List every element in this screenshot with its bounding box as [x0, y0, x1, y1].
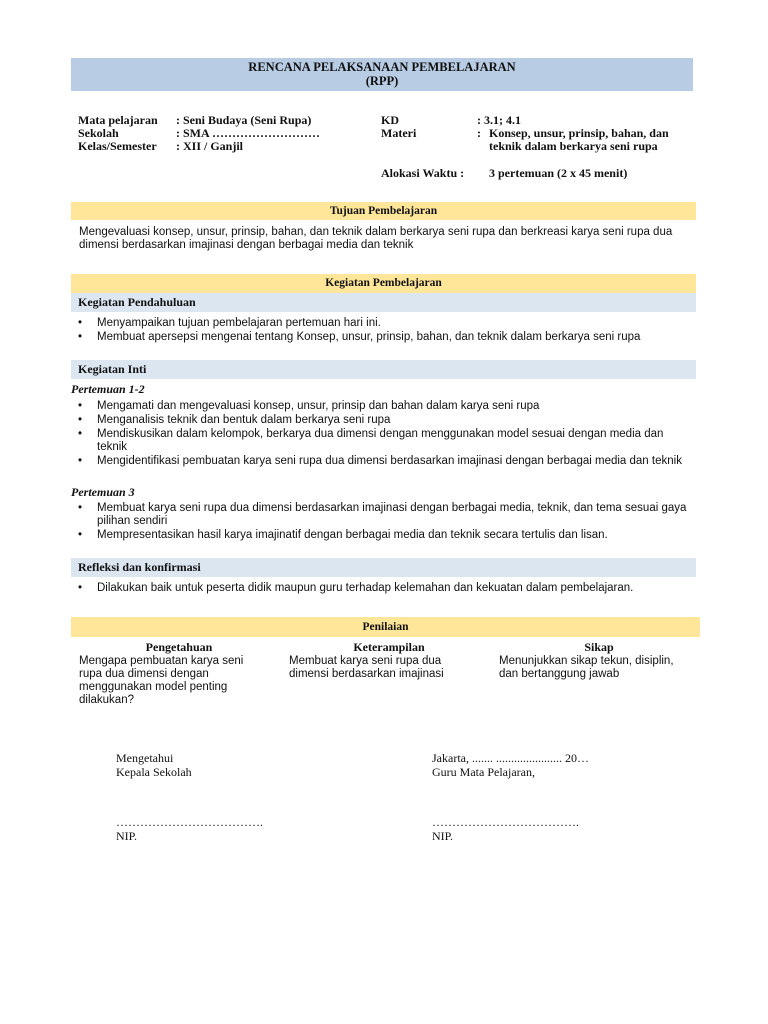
bullet: • [78, 400, 83, 412]
materi-label: Materi [381, 126, 417, 140]
info-value: : XII / Ganjil [176, 139, 244, 153]
list-item [72, 428, 692, 454]
list-item [72, 331, 697, 344]
penilaian-heading-bar [71, 617, 700, 637]
info-right [381, 114, 681, 180]
list-item-text: Menganalisis teknik dan bentuk dalam berkarya seni rupa [97, 414, 391, 426]
signature-right-line2: Guru Mata Pelajaran, [432, 765, 535, 779]
pendahuluan-heading-bar [71, 293, 696, 312]
document-title: RENCANA PELAKSANAAN PEMBELAJARAN [248, 60, 516, 74]
bullet: • [78, 317, 83, 329]
materi-colon: : [477, 126, 481, 140]
list-item [72, 582, 697, 595]
kegiatan-heading-bar [71, 274, 696, 293]
document-subtitle: (RPP) [365, 74, 399, 88]
column-title: Sikap [584, 640, 614, 654]
inti-heading: Kegiatan Inti [78, 362, 147, 376]
signature-right-line1: Jakarta, ....... ...................... 20… [432, 751, 589, 765]
signature-left [116, 751, 316, 843]
signature-left-nip: NIP. [116, 829, 138, 843]
list-item-text: Membuat apersepsi mengenai tentang Konsep, unsur, prinsip, bahan, dan teknik dalam berkarya seni rupa [97, 331, 641, 343]
refleksi-heading-bar [71, 558, 696, 577]
list-item [72, 317, 697, 330]
info-value: : SMA ……………………… [176, 126, 320, 140]
tujuan-text: Mengevaluasi konsep, unsur, prinsip, bahan, dan teknik dalam berkarya seni rupa dan berkreasi karya seni rupa dua dimensi berdasarkan imajinasi dengan berbagai media dan teknik [79, 226, 673, 251]
column-text: Mengapa pembuatan karya seni rupa dua dimensi dengan menggunakan model penting dilakukan? [79, 655, 244, 706]
column-title: Keterampilan [353, 640, 425, 654]
list-item-text: Mendiskusikan dalam kelompok, berkarya dua dimensi dengan menggunakan model sesuai dengan media dan teknik [97, 428, 664, 453]
document-title-box [71, 58, 693, 91]
list-item-text: Dilakukan baik untuk peserta didik maupun guru terhadap kelemahan dan kekuatan dalam pembelajaran. [97, 582, 634, 594]
pendahuluan-list [72, 317, 697, 345]
bullet: • [78, 582, 83, 594]
list-item-text: Mempresentasikan hasil karya imajinatif dengan berbagai media dan teknik secara tertulis dan lisan. [97, 529, 608, 541]
list-item [72, 400, 692, 413]
refleksi-heading: Refleksi dan konfirmasi [78, 560, 201, 574]
info-left [78, 114, 320, 153]
refleksi-list [72, 582, 697, 596]
info-label: Kelas/Semester [78, 139, 157, 153]
penilaian-col-keterampilan [289, 640, 489, 681]
list-item-text: Mengidentifikasi pembuatan karya seni rupa dua dimensi berdasarkan imajinasi dengan berbagai media dan teknik [97, 455, 682, 467]
alokasi-label: Alokasi Waktu : [381, 166, 465, 180]
list-item [72, 529, 692, 542]
info-value: : Seni Budaya (Seni Rupa) [176, 113, 312, 127]
list-item-text: Menyampaikan tujuan pembelajaran pertemuan hari ini. [97, 317, 381, 329]
list-item-text: Mengamati dan mengevaluasi konsep, unsur, prinsip dan bahan dalam karya seni rupa [97, 400, 540, 412]
signature-right-nip: NIP. [432, 829, 454, 843]
penilaian-heading: Penilaian [362, 621, 409, 633]
column-title: Pengetahuan [145, 640, 213, 654]
signature-right [432, 751, 692, 843]
column-text: Menunjukkan sikap tekun, disiplin, dan bertanggung jawab [499, 655, 674, 680]
bullet: • [78, 529, 83, 541]
bullet: • [78, 414, 83, 426]
inti-heading-bar [71, 360, 696, 379]
kd-value: : 3.1; 4.1 [477, 113, 521, 127]
signature-right-dots: ………………………………. [432, 815, 579, 829]
bullet: • [78, 331, 83, 343]
kd-label: KD [381, 113, 399, 127]
tujuan-heading-bar [71, 202, 696, 220]
signature-left-line1: Mengetahui [116, 751, 174, 765]
list-item [72, 414, 692, 427]
pertemuan-1-label: Pertemuan 1-2 [71, 382, 145, 396]
pertemuan-3-list [72, 502, 692, 543]
pertemuan-1-list [72, 400, 692, 469]
pertemuan-3-label: Pertemuan 3 [71, 485, 135, 499]
penilaian-col-pengetahuan [79, 640, 279, 707]
column-text: Membuat karya seni rupa dua dimensi berdasarkan imajinasi [289, 655, 444, 680]
signature-left-dots: ………………………………. [116, 815, 263, 829]
list-item-text: Membuat karya seni rupa dua dimensi berdasarkan imajinasi dengan berbagai media, teknik, dan tema sesuai gaya pilihan sendiri [97, 502, 687, 527]
list-item [72, 455, 692, 468]
bullet: • [78, 428, 83, 440]
signature-left-line2: Kepala Sekolah [116, 765, 192, 779]
pendahuluan-heading: Kegiatan Pendahuluan [78, 295, 196, 309]
bullet: • [78, 502, 83, 514]
tujuan-heading: Tujuan Pembelajaran [329, 205, 438, 217]
alokasi-value: 3 pertemuan (2 x 45 menit) [489, 166, 628, 180]
penilaian-col-sikap [499, 640, 699, 681]
bullet: • [78, 455, 83, 467]
materi-value: Konsep, unsur, prinsip, bahan, dan teknik dalam berkarya seni rupa [489, 126, 669, 153]
kegiatan-heading: Kegiatan Pembelajaran [325, 277, 442, 289]
info-label: Mata pelajaran [78, 113, 158, 127]
info-label: Sekolah [78, 126, 119, 140]
list-item [72, 502, 692, 528]
